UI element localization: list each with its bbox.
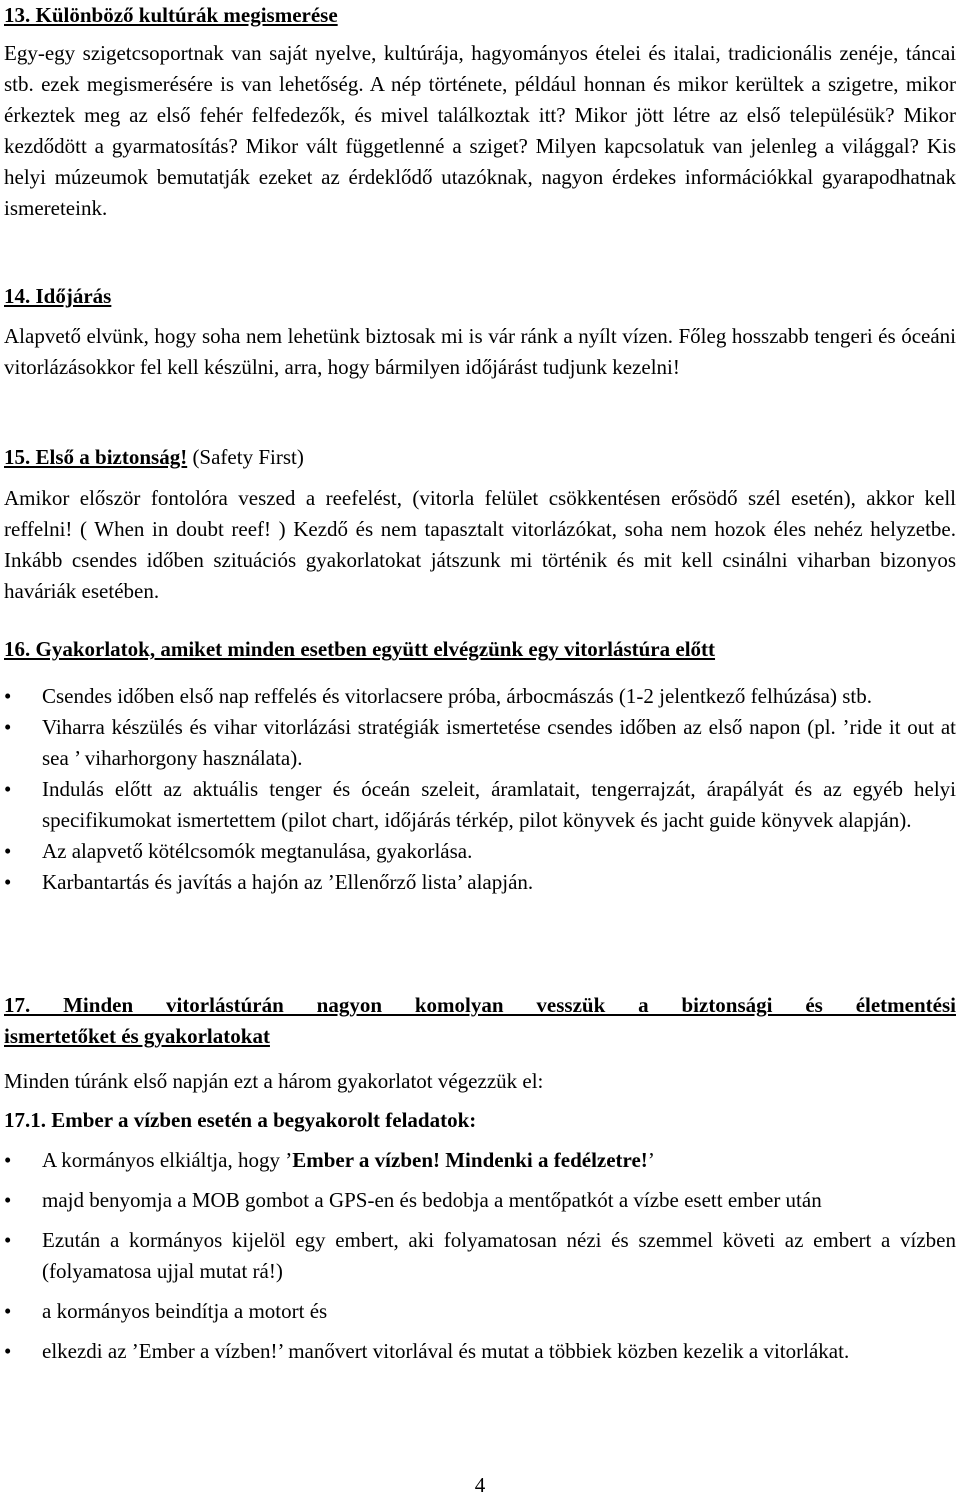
- section-15: [4, 442, 956, 607]
- list-item: • Ezután a kormányos kijelöl egy embert, aki folyamatosan nézi és szemmel követi az embert a vízben (folyamatosa ujjal mutat rá!): [4, 1225, 956, 1287]
- bullet: •: [4, 1148, 12, 1172]
- list-item: • Az alapvető kötélcsomók megtanulása, gyakorlása.: [4, 836, 956, 867]
- section-17-1-heading: 17.1. Ember a vízben esetén a begyakorolt feladatok:: [4, 1108, 477, 1132]
- list-item: • Csendes időben első nap reffelés és vitorlacsere próba, árbocmászás (1-2 jelentkező felhúzása) stb.: [4, 681, 956, 712]
- list-item: • a kormányos beindítja a motort és: [4, 1296, 956, 1327]
- section-14-body: Alapvető elvünk, hogy soha nem lehetünk biztosak mi is vár ránk a nyílt vízen. Főleg hosszabb tengeri és óceáni vitorlázásokkor fel kell készülni, arra, hogy bármilyen időjárást tudjunk kezelni!: [4, 324, 956, 379]
- list-item: • A kormányos elkiáltja, hogy ’Ember a vízben! Mindenki a fedélzetre!’: [4, 1145, 956, 1176]
- list-item: • elkezdi az ’Ember a vízben!’ manővert vitorlával és mutat a többiek közben kezelik a vitorlákat.: [4, 1336, 956, 1367]
- section-13-heading: 13. Különböző kultúrák megismerése: [4, 3, 338, 27]
- page-number: 4: [474, 1473, 486, 1497]
- bullet: •: [4, 1188, 12, 1212]
- list-item: • Karbantartás és javítás a hajón az ’Ellenőrző lista’ alapján.: [4, 867, 956, 898]
- section-16: [4, 634, 956, 898]
- section-14: [4, 281, 956, 383]
- section-17-intro: Minden túránk első napján ezt a három gyakorlatot végezzük el:: [4, 1069, 544, 1093]
- section-17-list: [4, 1145, 956, 1367]
- list-item: • majd benyomja a MOB gombot a GPS-en és bedobja a mentőpatkót a vízbe esett ember után: [4, 1185, 956, 1216]
- section-15-heading-suffix: (Safety First): [187, 445, 304, 469]
- bullet: •: [4, 777, 12, 801]
- section-14-heading: 14. Időjárás: [4, 284, 112, 308]
- list-item: • Viharra készülés és vihar vitorlázási stratégiák ismertetése csendes időben az első napon (pl. ’ride it out at sea ’ viharhorgony használata).: [4, 712, 956, 774]
- section-16-heading: 16. Gyakorlatok, amiket minden esetben együtt elvégzünk egy vitorlástúra előtt: [4, 637, 716, 661]
- section-13-body: Egy-egy szigetcsoportnak van saját nyelve, kultúrája, hagyományos ételei és italai, tradicionális zenéje, táncai stb. ezek megismerésére is van lehetőség. A nép története, például honnan és mikor kerültek a szigetre, mikor érkeztek meg az első fehér felfedezők, és mivel találkoztak itt? Mikor jött létre az első településük? Mikor kezdődött a gyarmatosítás? Mikor vált függetlenné a sziget? Milyen kapcsolatuk van jelenleg a világgal? Kis helyi múzeumok bemutatják ezeket az érdeklődő utazóknak, nagyon érdekes információkkal gyarapodhatnak ismereteink.: [4, 41, 956, 220]
- section-15-heading-line: [4, 442, 956, 473]
- section-17-heading-line1: 17. Minden vitorlástúrán nagyon komolyan vesszük a biztonsági és életmentési: [4, 993, 956, 1017]
- section-17: [4, 990, 956, 1367]
- section-15-body: Amikor először fontolóra veszed a reefelést, (vitorla felület csökkentésen erősödő szél esetén), akkor kell reffelni! ( When in doubt reef! ) Kezdő és nem tapasztalt vitorlázókat, soha nem hozok éles nehéz helyzetbe. Inkább csendes időben szituációs gyakorlatokat játszunk mi történik és mit kell csinálni viharban bizonyos haváriák esetében.: [4, 486, 956, 603]
- bullet: •: [4, 839, 12, 863]
- section-15-heading: 15. Első a biztonság!: [4, 445, 188, 469]
- bullet: •: [4, 1228, 12, 1252]
- list-item: • Indulás előtt az aktuális tenger és óceán szeleit, áramlatait, tengerrajzát, árapályát és az egyéb helyi specifikumokat ismertettem (pilot chart, időjárás térkép, pilot könyvek és jacht guide könyvek alapján).: [4, 774, 956, 836]
- bullet: •: [4, 1339, 12, 1363]
- section-17-heading-line2: ismertetőket és gyakorlatokat: [4, 1024, 270, 1048]
- bullet: •: [4, 870, 12, 894]
- bullet: •: [4, 684, 12, 708]
- bullet: •: [4, 1299, 12, 1323]
- bullet: •: [4, 715, 12, 739]
- section-16-list: [4, 681, 956, 898]
- section-13: [4, 0, 956, 224]
